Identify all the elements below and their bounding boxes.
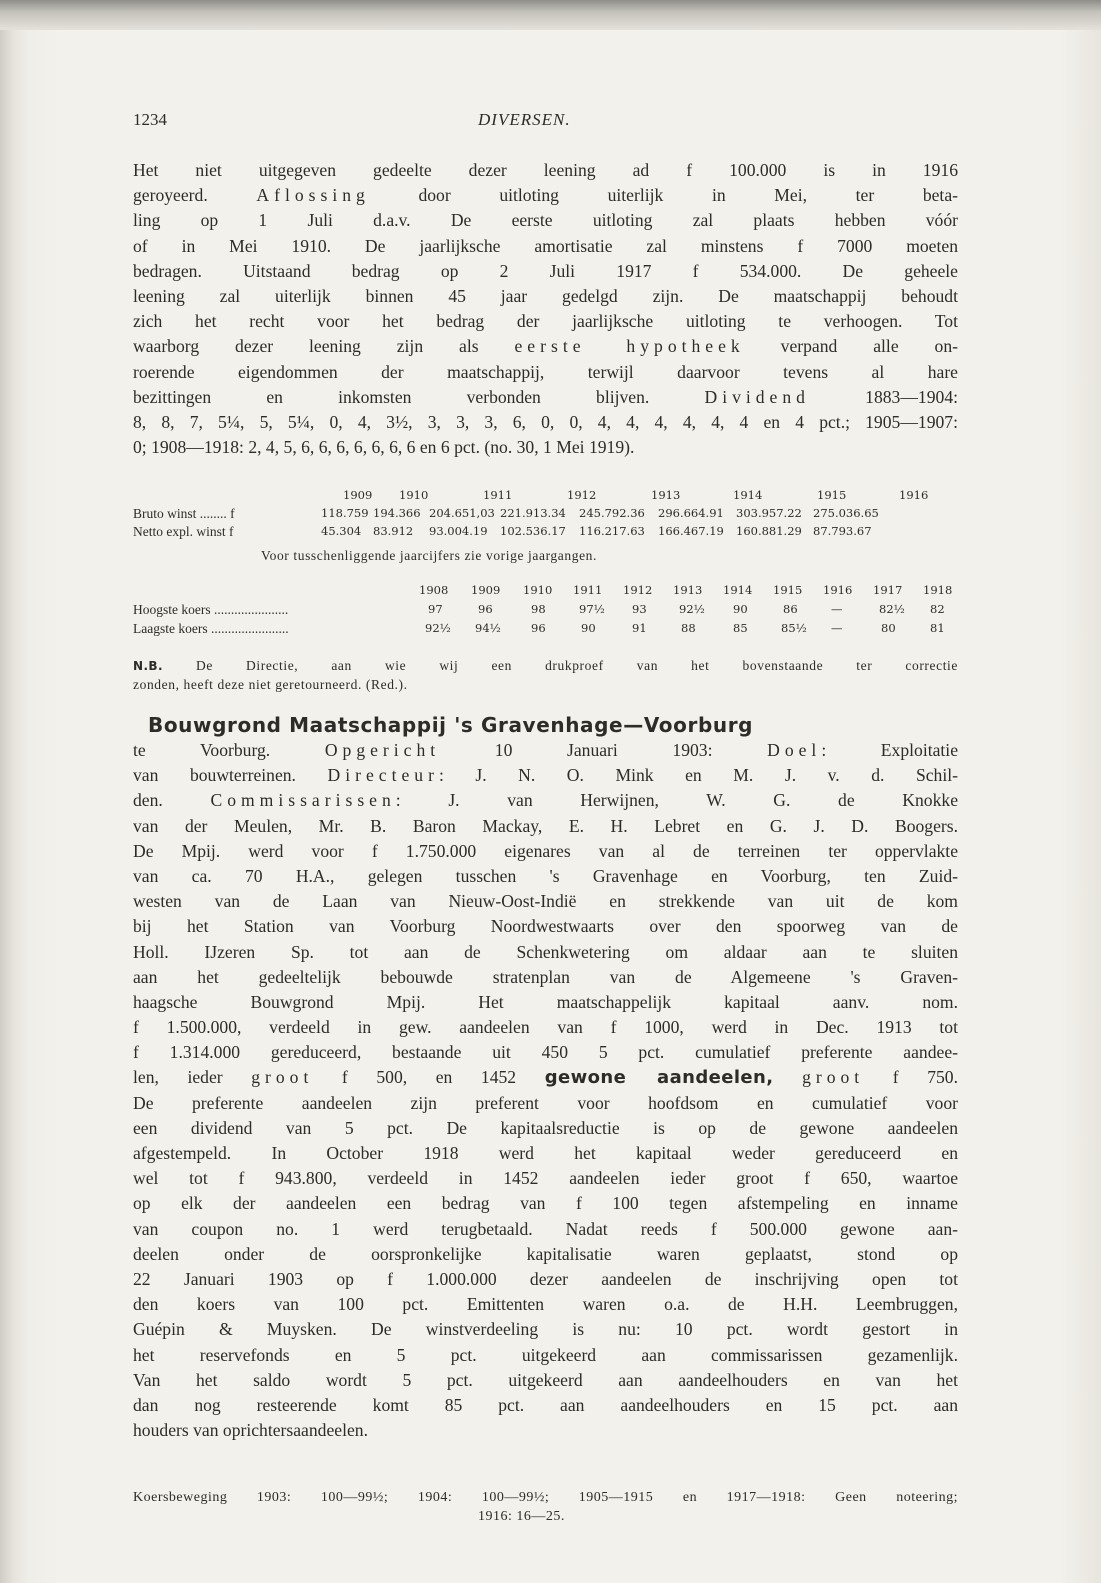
company-paragraph bbox=[133, 738, 958, 1443]
scan-top-edge bbox=[0, 0, 1101, 30]
year-cell: 1910 bbox=[523, 583, 553, 597]
text-line: den. Commissarissen: J. van Herwijnen, W. G. de Knokke bbox=[133, 790, 958, 811]
value-cell: 87.793.67 bbox=[813, 524, 872, 538]
table-row bbox=[133, 524, 958, 540]
nb-note bbox=[133, 656, 958, 694]
row-label: Hoogste koers ...................... bbox=[133, 602, 289, 617]
value-cell: 92½ bbox=[679, 602, 705, 616]
text-line: Holl. IJzeren Sp. tot aan de Schenkwetering om aldaar aan te sluiten bbox=[133, 941, 958, 962]
year-cell: 1914 bbox=[733, 488, 763, 502]
value-cell: 45.304 bbox=[321, 524, 362, 538]
spaced-term: Doel bbox=[767, 740, 822, 760]
row-label: Laagste koers ....................... bbox=[133, 621, 289, 636]
text-line: f 1.314.000 gereduceerd, bestaande uit 450 5 pct. cumulatief preferente aandee- bbox=[133, 1042, 958, 1063]
value-cell: 88 bbox=[681, 621, 696, 635]
value-cell: 82½ bbox=[879, 602, 905, 616]
value-cell: 86 bbox=[783, 602, 798, 616]
year-cell: 1909 bbox=[343, 488, 373, 502]
value-cell: 80 bbox=[881, 621, 896, 635]
spaced-term: Directeur bbox=[327, 765, 439, 786]
year-cell: 1912 bbox=[567, 488, 597, 502]
text-line: wel tot f 943.800, verdeeld in 1452 aandeelen ieder groot f 650, waartoe bbox=[133, 1168, 958, 1189]
year-cell: 1916 bbox=[823, 583, 853, 597]
value-cell: 93.004.19 bbox=[429, 524, 488, 538]
page-number: 1234 bbox=[133, 110, 167, 129]
value-cell: 90 bbox=[581, 621, 596, 635]
value-cell: 118.759 bbox=[321, 506, 369, 520]
bold-term: gewone aandeelen, bbox=[544, 1067, 774, 1089]
text-line: van bouwterreinen. Directeur: J. N. O. Mink en M. J. v. d. Schil- bbox=[133, 765, 958, 786]
text-line: aan het gedeeltelijk bebouwde stratenplan van de Algemeene 's Graven- bbox=[133, 966, 958, 987]
year-cell: 1912 bbox=[623, 583, 653, 597]
value-cell: 94½ bbox=[475, 621, 501, 635]
text-line: 8, 8, 7, 5¼, 5, 5¼, 0, 4, 3½, 3, 3, 3, 6, 0, 0, 4, 4, 4, 4, 4, 4 en 4 pct.; 1905—1907: bbox=[133, 411, 958, 432]
value-cell: 93 bbox=[632, 602, 647, 616]
value-cell: 116.217.63 bbox=[579, 524, 645, 538]
text-line: f 1.500.000, verdeeld in gew. aandeelen van f 1000, werd in Dec. 1913 tot bbox=[133, 1017, 958, 1038]
spaced-term: Commissarissen bbox=[210, 790, 396, 811]
loan-paragraph bbox=[133, 158, 958, 460]
text-line: leening zal uiterlijk binnen 45 jaar gedelgd zijn. De maatschappij behoudt bbox=[133, 285, 958, 306]
text-line: 22 Januari 1903 op f 1.000.000 dezer aandeelen de inschrijving open tot bbox=[133, 1268, 958, 1289]
text-line: deelen onder de oorspronkelijke kapitalisatie waren geplaatst, stond op bbox=[133, 1243, 958, 1264]
value-cell: 303.957.22 bbox=[736, 506, 802, 520]
spaced-term: Aflossing bbox=[256, 185, 370, 206]
text-line: Koersbeweging 1903: 100—99½; 1904: 100—99½; 1905—1915 en 1917—1918: Geen noteering; bbox=[133, 1490, 958, 1505]
text-line: 1916: 16—25. bbox=[478, 1509, 565, 1524]
value-cell: 160.881.29 bbox=[736, 524, 802, 538]
text-line: De Mpij. werd voor f 1.750.000 eigenares van al de terreinen ter oppervlakte bbox=[133, 840, 958, 861]
text-line: of in Mei 1910. De jaarlijksche amortisatie zal minstens f 7000 moeten bbox=[133, 235, 958, 256]
text-line: van coupon no. 1 werd terugbetaald. Nadat reeds f 500.000 gewone aan- bbox=[133, 1218, 958, 1239]
year-cell: 1911 bbox=[483, 488, 513, 502]
table-header-row bbox=[133, 583, 958, 599]
value-cell: 296.664.91 bbox=[658, 506, 724, 520]
year-cell: 1911 bbox=[573, 583, 603, 597]
table-header-row bbox=[133, 488, 958, 504]
year-cell: 1916 bbox=[899, 488, 929, 502]
page-header bbox=[133, 110, 958, 134]
text-line: bij het Station van Voorburg Noordwestwaarts over den spoorweg van de bbox=[133, 916, 958, 937]
year-cell: 1909 bbox=[471, 583, 501, 597]
text-line: den koers van 100 pct. Emittenten waren o.a. de H.H. Leembruggen, bbox=[133, 1294, 958, 1315]
year-cell: 1917 bbox=[873, 583, 903, 597]
value-cell: 194.366 bbox=[373, 506, 421, 520]
value-cell: 90 bbox=[733, 602, 748, 616]
value-cell: 81 bbox=[930, 621, 945, 635]
nb-label: N.B. bbox=[133, 659, 163, 673]
year-cell: 1915 bbox=[773, 583, 803, 597]
year-cell: 1918 bbox=[923, 583, 953, 597]
text-line: houders van oprichtersaandeelen. bbox=[133, 1420, 368, 1441]
text-line: ling op 1 Juli d.a.v. De eerste uitloting zal plaats hebben vóór bbox=[133, 210, 958, 231]
text-line: het reservefonds en 5 pct. uitgekeerd aan commissarissen gezamenlijk. bbox=[133, 1344, 958, 1365]
text-line: dan nog resteerende komt 85 pct. aan aandeelhouders en 15 pct. aan bbox=[133, 1394, 958, 1415]
value-cell: 97½ bbox=[579, 602, 605, 616]
value-cell: — bbox=[831, 621, 843, 635]
value-cell: 245.792.36 bbox=[579, 506, 645, 520]
text-line: op elk der aandeelen een bedrag van f 100 tegen afstempeling en inname bbox=[133, 1193, 958, 1214]
running-title: DIVERSEN. bbox=[478, 110, 571, 129]
spaced-term: groot bbox=[251, 1067, 314, 1088]
year-cell: 1913 bbox=[673, 583, 703, 597]
year-cell: 1910 bbox=[399, 488, 429, 502]
value-cell: 92½ bbox=[425, 621, 451, 635]
text-line: te Voorburg. Opgericht 10 Januari 1903: Doel: Exploitatie bbox=[133, 740, 958, 760]
text-line: De preferente aandeelen zijn preferent voor hoofdsom en cumulatief voor bbox=[133, 1092, 958, 1113]
value-cell: 85½ bbox=[781, 621, 807, 635]
table-row bbox=[133, 621, 958, 637]
value-cell: 98 bbox=[531, 602, 546, 616]
value-cell: 102.536.17 bbox=[500, 524, 566, 538]
value-cell: — bbox=[831, 602, 843, 616]
value-cell: 221.913.34 bbox=[500, 506, 566, 520]
row-label: Netto expl. winst f bbox=[133, 524, 234, 539]
text-line: Guépin & Muysken. De winstverdeeling is nu: 10 pct. wordt gestort in bbox=[133, 1319, 958, 1340]
value-cell: 83.912 bbox=[373, 524, 414, 538]
year-cell: 1915 bbox=[817, 488, 847, 502]
text-line: 0; 1908—1918: 2, 4, 5, 6, 6, 6, 6, 6, 6, 6 en 6 pct. (no. 30, 1 Mei 1919). bbox=[133, 437, 635, 458]
value-cell: 96 bbox=[478, 602, 493, 616]
row-label: Bruto winst ........ f bbox=[133, 506, 235, 521]
value-cell: 96 bbox=[531, 621, 546, 635]
value-cell: 82 bbox=[930, 602, 945, 616]
spaced-term: Opgericht bbox=[324, 740, 441, 760]
table-row bbox=[133, 506, 958, 522]
table-row bbox=[133, 602, 958, 618]
text-line: westen van de Laan van Nieuw-Oost-Indië en strekkende van uit de kom bbox=[133, 891, 958, 912]
text-line: afgestempeld. In October 1918 werd het kapitaal weder gereduceerd en bbox=[133, 1143, 958, 1163]
spaced-term: groot bbox=[802, 1067, 865, 1088]
text-line: bezittingen en inkomsten verbonden blijven. Dividend 1883—1904: bbox=[133, 386, 958, 407]
value-cell: 166.467.19 bbox=[658, 524, 724, 538]
text-line: bedragen. Uitstaand bedrag op 2 Juli 1917 f 534.000. De geheele bbox=[133, 260, 958, 281]
table-note: Voor tusschenliggende jaarcijfers zie vorige jaargangen. bbox=[261, 548, 597, 563]
text-line: zich het recht voor het bedrag der jaarlijksche uitloting te verhoogen. Tot bbox=[133, 311, 958, 332]
spaced-term: Dividend bbox=[704, 386, 810, 407]
year-cell: 1914 bbox=[723, 583, 753, 597]
text-line: haagsche Bouwgrond Mpij. Het maatschappelijk kapitaal aanv. nom. bbox=[133, 991, 958, 1012]
value-cell: 91 bbox=[632, 621, 647, 635]
text-line: Van het saldo wordt 5 pct. uitgekeerd aan aandeelhouders en van het bbox=[133, 1369, 958, 1390]
value-cell: 275.036.65 bbox=[813, 506, 879, 520]
year-cell: 1908 bbox=[419, 583, 449, 597]
text-line: een dividend van 5 pct. De kapitaalsreductie is op de gewone aandeelen bbox=[133, 1117, 958, 1138]
text-line: roerende eigendommen der maatschappij, terwijl daarvoor tevens al hare bbox=[133, 361, 958, 382]
value-cell: 204.651,03 bbox=[429, 506, 495, 520]
year-cell: 1913 bbox=[651, 488, 681, 502]
spaced-term: eerste hypotheek bbox=[514, 336, 745, 357]
text-line: len, ieder groot f 500, en 1452 gewone aandeelen, groot f 750. bbox=[133, 1067, 958, 1089]
text-line: waarborg dezer leening zijn als eerste hypotheek verpand alle on- bbox=[133, 336, 958, 357]
company-title: Bouwgrond Maatschappij 's Gravenhage—Voorburg bbox=[148, 713, 754, 737]
text-line: van der Meulen, Mr. B. Baron Mackay, E. H. Lebret en G. J. D. Boogers. bbox=[133, 815, 958, 836]
text-line: van ca. 70 H.A., gelegen tusschen 's Gravenhage en Voorburg, ten Zuid- bbox=[133, 865, 958, 886]
price-movement-note bbox=[133, 1488, 958, 1526]
text-line: zonden, heeft deze niet geretourneerd. (Red.). bbox=[133, 677, 408, 692]
text-line: Het niet uitgegeven gedeelte dezer leening ad f 100.000 is in 1916 bbox=[133, 160, 958, 180]
value-cell: 85 bbox=[733, 621, 748, 635]
value-cell: 97 bbox=[428, 602, 443, 616]
text-line: geroyeerd. Aflossing door uitloting uiterlijk in Mei, ter beta- bbox=[133, 185, 958, 206]
text-line: N.B. De Directie, aan wie wij een drukproef van het bovenstaande ter correctie bbox=[133, 658, 958, 673]
